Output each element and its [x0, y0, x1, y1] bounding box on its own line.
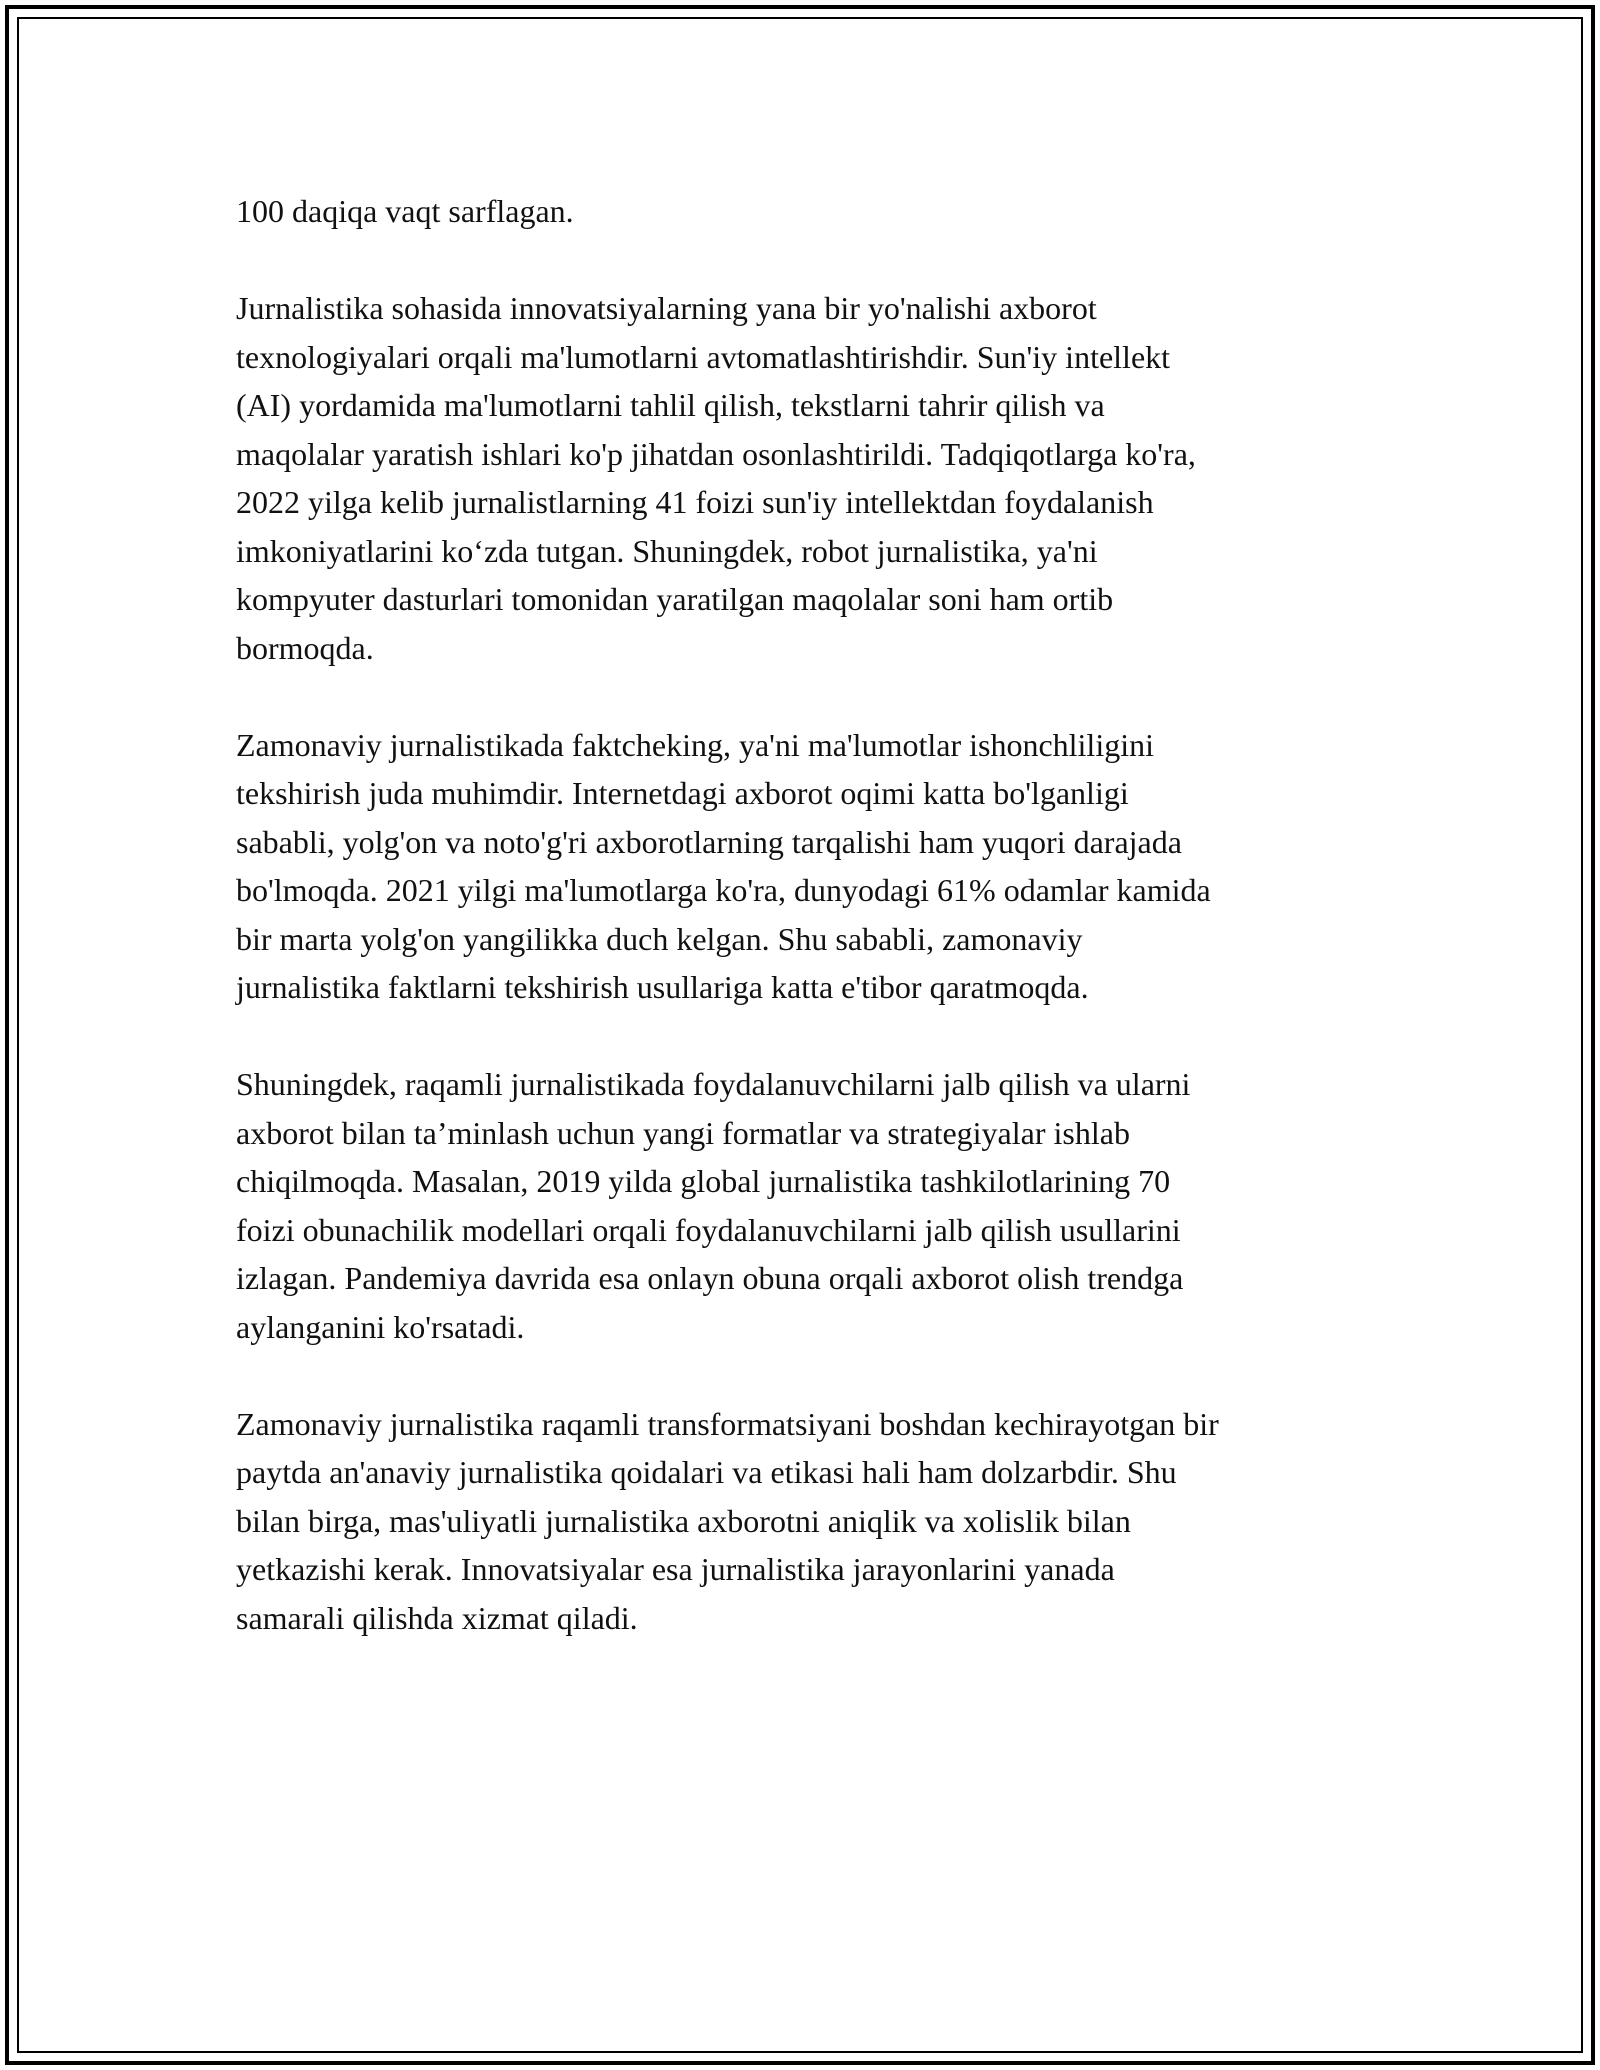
paragraph-continuation: 100 daqiqa vaqt sarflagan. [236, 193, 574, 229]
paragraph-digital-engagement: Shuningdek, raqamli jurnalistikada foydalanuvchilarni jalb qilish va ularni axborot bilan ta’minlash uchun yangi formatlar va strategiyalar ishlab chiqilmoqda. Masalan, 2019 yilda global jurnalistika tashkilotlarining 70 foizi obunachilik modellari orqali foydalanuvchilarni jalb qilish usullarini izlagan. Pandemiya davrida esa onlayn obuna orqali axborot olish trendga aylanganini ko'rsatadi. [236, 1066, 1191, 1345]
paragraph-conclusion: Zamonaviy jurnalistika raqamli transformatsiyani boshdan kechirayotgan bir paytda an'anaviy jurnalistika qoidalari va etikasi hali ham dolzarbdir. Shu bilan birga, mas'uliyatli jurnalistika axborotni aniqlik va xolislik bilan yetkazishi kerak. Innovatsiyalar esa jurnalistika jarayonlarini yanada samarali qilishda xizmat qiladi. [236, 1405, 1219, 1636]
document-body [236, 187, 1376, 1691]
paragraph-ai-automation: Jurnalistika sohasida innovatsiyalarning yana bir yo'nalishi axborot texnologiyalari orqali ma'lumotlarni avtomatlashtirishdir. Sun'iy intellekt (AI) yordamida ma'lumotlarni tahlil qilish, tekstlarni tahrir qilish va maqolalar yaratish ishlari ko'p jihatdan osonlashtirildi. Tadqiqotlarga ko'ra, 2022 yilga kelib jurnalistlarning 41 foizi sun'iy intellektdan foydalanish imkoniyatlarini ko‘zda tutgan. Shuningdek, robot jurnalistika, ya'ni kompyuter dasturlari tomonidan yaratilgan maqolalar soni ham ortib bormoqda. [236, 290, 1196, 666]
paragraph-fact-checking: Zamonaviy jurnalistikada faktcheking, ya'ni ma'lumotlar ishonchliligini tekshirish juda muhimdir. Internetdagi axborot oqimi katta bo'lganligi sababli, yolg'on va noto'g'ri axborotlarning tarqalishi ham yuqori darajada bo'lmoqda. 2021 yilgi ma'lumotlarga ko'ra, dunyodagi 61% odamlar kamida bir marta yolg'on yangilikka duch kelgan. Shu sababli, zamonaviy jurnalistika faktlarni tekshirish usullariga katta e'tibor qaratmoqda. [236, 726, 1211, 1005]
